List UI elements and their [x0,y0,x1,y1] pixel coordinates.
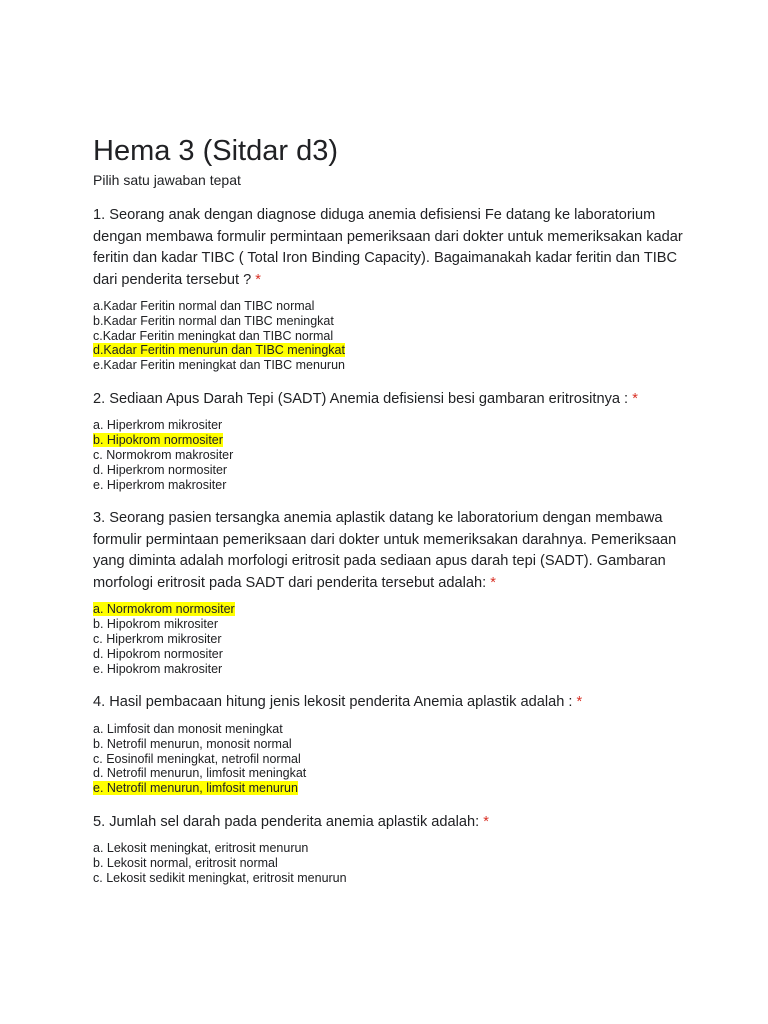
required-asterisk: * [483,813,489,830]
answer-option [93,299,693,314]
highlighted-answer: e. Netrofil menurun, limfosit menurun [93,781,298,796]
question-label: 2. Sediaan Apus Darah Tepi (SADT) Anemia defisiensi besi gambaran eritrositnya : [93,390,629,407]
required-asterisk: * [255,271,261,288]
answer-option [93,418,693,433]
highlighted-answer: b. Hipokrom normositer [93,433,223,448]
answer-text: d. Netrofil menurun, limfosit meningkat [93,766,307,781]
answer-text: b. Hipokrom mikrositer [93,617,219,632]
answer-option [93,358,693,373]
instruction-text: Pilih satu jawaban tepat [93,172,241,188]
answer-option [93,841,693,856]
answer-option [93,463,693,478]
answer-option [93,433,693,448]
question-text [93,205,693,291]
answer-option [93,632,693,647]
question-label: 5. Jumlah sel darah pada penderita anemia aplastik adalah: [93,813,480,830]
question-label: 1. Seorang anak dengan diagnose diduga anemia defisiensi Fe datang ke laboratorium dengan membawa formulir permintaan pemeriksaan dari dokter untuk memeriksakan kadar feritin dan kadar TIBC ( Total Iron Binding Capacity). Bagaimanakah kadar feritin dan TIBC dari penderita tersebut ? [93,207,683,288]
question-block [93,508,693,676]
quiz-document [93,133,693,886]
question-list [93,205,693,886]
answer-text: c. Eosinofil meningkat, netrofil normal [93,751,301,766]
answer-option [93,343,693,358]
question-label: 4. Hasil pembacaan hitung jenis lekosit penderita Anemia aplastik adalah : [93,694,573,711]
answer-option [93,314,693,329]
answer-option [93,478,693,493]
answer-options [93,841,693,885]
question-text [93,692,693,714]
highlighted-answer: a. Normokrom normositer [93,602,235,617]
answer-options [93,418,693,492]
answer-text: b.Kadar Feritin normal dan TIBC meningkat [93,313,334,328]
question-label: 3. Seorang pasien tersangka anemia aplastik datang ke laboratorium dengan membawa formulir permintaan pemeriksaan dari dokter untuk memeriksakan darahnya. Pemeriksaan yang diminta adalah morfologi eritrosit pada sediaan apus darah tepi (SADT). Gambaran morfologi eritrosit pada SADT dari penderita tersebut adalah: [93,510,677,591]
answer-option [93,448,693,463]
answer-text: d. Hiperkrom normositer [93,462,228,477]
answer-option [93,737,693,752]
answer-option [93,856,693,871]
answer-option [93,647,693,662]
answer-text: d. Hipokrom normositer [93,646,223,661]
required-asterisk: * [490,574,496,591]
highlighted-answer: d.Kadar Feritin menurun dan TIBC meningkat [93,343,345,358]
question-block [93,812,693,886]
answer-options [93,722,693,796]
answer-text: b. Lekosit normal, eritrosit normal [93,856,278,871]
answer-options [93,299,693,373]
answer-text: c. Hiperkrom mikrositer [93,632,222,647]
answer-text: a. Hiperkrom mikrositer [93,418,223,433]
answer-options [93,602,693,676]
answer-text: e.Kadar Feritin meningkat dan TIBC menurun [93,358,345,373]
question-block [93,692,693,795]
answer-option [93,662,693,677]
answer-text: a.Kadar Feritin normal dan TIBC normal [93,299,315,313]
answer-option [93,766,693,781]
answer-text: b. Netrofil menurun, monosit normal [93,736,292,751]
answer-text: a. Lekosit meningkat, eritrosit menurun [93,841,309,856]
answer-text: c.Kadar Feritin meningkat dan TIBC normal [93,328,334,343]
answer-option [93,329,693,344]
question-block [93,389,693,492]
answer-text: a. Limfosit dan monosit meningkat [93,721,283,736]
answer-text: c. Normokrom makrositer [93,448,234,463]
answer-option [93,781,693,796]
required-asterisk: * [632,390,638,407]
answer-option [93,602,693,617]
question-text [93,812,693,834]
answer-text: e. Hipokrom makrositer [93,661,223,676]
question-block [93,205,693,373]
answer-option [93,871,693,886]
answer-option [93,722,693,737]
required-asterisk: * [576,694,583,711]
page-title: Hema 3 (Sitdar d3) [93,135,338,167]
answer-option [93,752,693,767]
answer-option [93,617,693,632]
question-text [93,389,693,411]
answer-text: c. Lekosit sedikit meningkat, eritrosit menurun [93,871,347,886]
answer-text: e. Hiperkrom makrositer [93,477,227,492]
question-text [93,508,693,594]
